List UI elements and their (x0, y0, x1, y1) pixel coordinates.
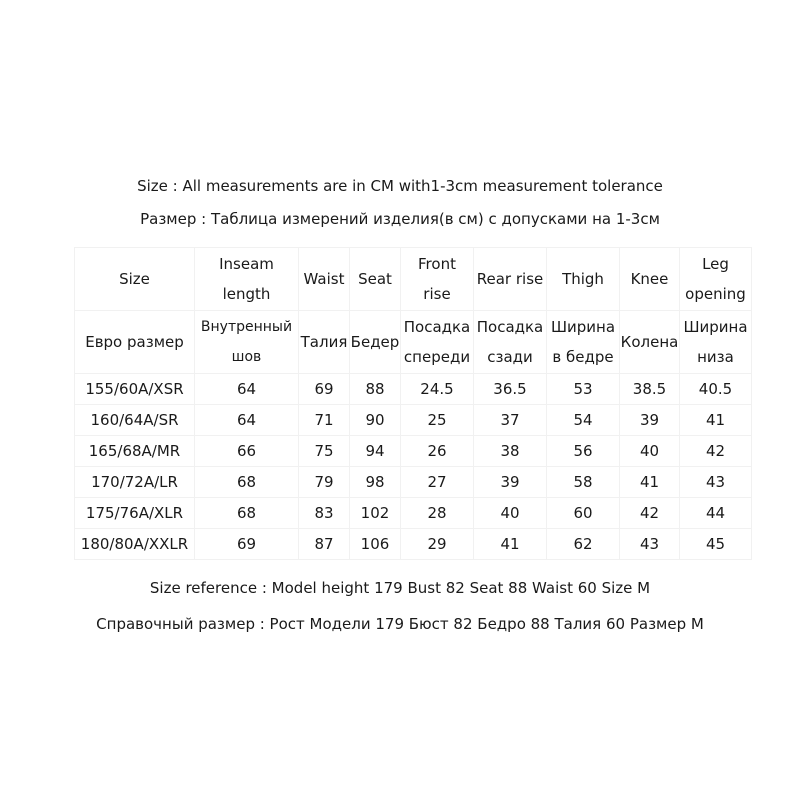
size-cell: 155/60A/XSR (75, 374, 195, 405)
header-ru-cell: Посадка сзади (474, 311, 547, 374)
size-cell: 160/64A/SR (75, 405, 195, 436)
header-ru-cell: Евро размер (75, 311, 195, 374)
measurement-cell: 39 (620, 405, 680, 436)
measurement-cell: 44 (680, 498, 752, 529)
header-en-cell: Seat (350, 248, 401, 311)
measurement-cell: 38 (474, 436, 547, 467)
measurement-cell: 40 (620, 436, 680, 467)
size-cell: 180/80A/XXLR (75, 529, 195, 560)
tolerance-note-ru: Размер : Таблица измерений изделия(в см) с допусками на 1-3см (140, 210, 660, 228)
header-en-cell: Thigh (547, 248, 620, 311)
measurement-cell: 24.5 (401, 374, 474, 405)
header-ru-cell: Внутренный шов (195, 311, 299, 374)
measurement-cell: 62 (547, 529, 620, 560)
measurement-cell: 41 (474, 529, 547, 560)
measurement-cell: 102 (350, 498, 401, 529)
measurement-cell: 53 (547, 374, 620, 405)
measurement-cell: 88 (350, 374, 401, 405)
measurement-cell: 64 (195, 374, 299, 405)
table-row (75, 405, 752, 436)
size-cell: 165/68A/MR (75, 436, 195, 467)
measurement-cell: 75 (299, 436, 350, 467)
measurement-cell: 60 (547, 498, 620, 529)
measurement-cell: 79 (299, 467, 350, 498)
measurement-cell: 68 (195, 467, 299, 498)
measurement-cell: 98 (350, 467, 401, 498)
table-row (75, 529, 752, 560)
measurement-cell: 90 (350, 405, 401, 436)
header-en-cell: Waist (299, 248, 350, 311)
model-reference-en: Size reference : Model height 179 Bust 82 Seat 88 Waist 60 Size M (149, 579, 651, 597)
measurement-cell: 54 (547, 405, 620, 436)
model-reference-ru: Справочный размер : Рост Модели 179 Бюст 82 Бедро 88 Талия 60 Размер M (96, 615, 704, 633)
header-ru-cell: Бедер (350, 311, 401, 374)
measurement-cell: 45 (680, 529, 752, 560)
measurement-cell: 27 (401, 467, 474, 498)
header-ru-cell: Талия (299, 311, 350, 374)
header-en-cell: Inseam length (195, 248, 299, 311)
measurement-cell: 87 (299, 529, 350, 560)
header-en-cell: Size (75, 248, 195, 311)
measurement-cell: 94 (350, 436, 401, 467)
measurement-cell: 42 (620, 498, 680, 529)
measurement-cell: 38.5 (620, 374, 680, 405)
header-en-cell: Front rise (401, 248, 474, 311)
measurement-cell: 69 (195, 529, 299, 560)
measurement-cell: 28 (401, 498, 474, 529)
table-row (75, 374, 752, 405)
table-row (75, 436, 752, 467)
size-cell: 170/72A/LR (75, 467, 195, 498)
header-ru-cell: Ширина в бедре (547, 311, 620, 374)
header-ru-cell: Ширина низа (680, 311, 752, 374)
measurement-cell: 43 (680, 467, 752, 498)
measurement-cell: 39 (474, 467, 547, 498)
measurement-cell: 40.5 (680, 374, 752, 405)
measurement-cell: 71 (299, 405, 350, 436)
measurement-cell: 106 (350, 529, 401, 560)
measurement-cell: 40 (474, 498, 547, 529)
header-row-ru (75, 311, 752, 374)
measurement-cell: 37 (474, 405, 547, 436)
tolerance-note-en: Size : All measurements are in CM with1-3cm measurement tolerance (137, 177, 663, 195)
size-cell: 175/76A/XLR (75, 498, 195, 529)
measurement-cell: 26 (401, 436, 474, 467)
measurement-cell: 25 (401, 405, 474, 436)
header-ru-cell: Посадка спереди (401, 311, 474, 374)
measurement-cell: 43 (620, 529, 680, 560)
measurement-cell: 29 (401, 529, 474, 560)
measurement-cell: 83 (299, 498, 350, 529)
table-row (75, 498, 752, 529)
table-row (75, 467, 752, 498)
measurement-cell: 56 (547, 436, 620, 467)
header-en-cell: Leg opening (680, 248, 752, 311)
measurement-cell: 41 (680, 405, 752, 436)
measurement-cell: 66 (195, 436, 299, 467)
header-en-cell: Rear rise (474, 248, 547, 311)
measurement-cell: 42 (680, 436, 752, 467)
measurement-cell: 41 (620, 467, 680, 498)
measurement-cell: 68 (195, 498, 299, 529)
size-chart-table (74, 247, 752, 560)
measurement-cell: 36.5 (474, 374, 547, 405)
header-ru-cell: Колена (620, 311, 680, 374)
measurement-cell: 69 (299, 374, 350, 405)
measurement-cell: 64 (195, 405, 299, 436)
measurement-cell: 58 (547, 467, 620, 498)
header-row-en (75, 248, 752, 311)
header-en-cell: Knee (620, 248, 680, 311)
